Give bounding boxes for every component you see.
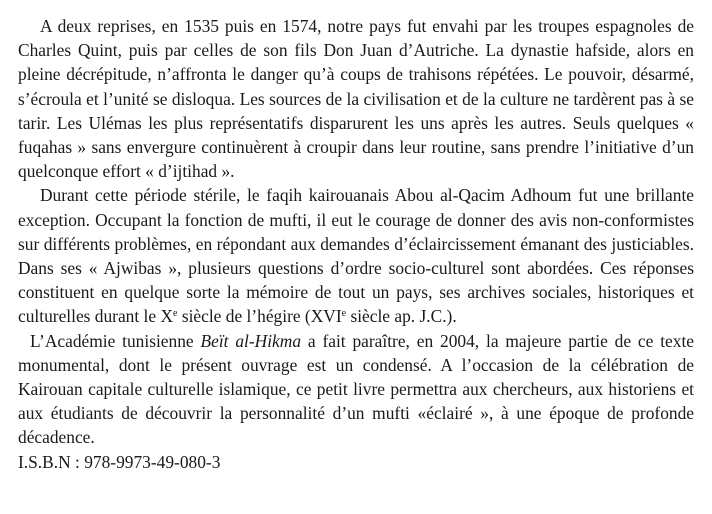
paragraph-mufti: [18, 183, 694, 328]
book-back-cover-text: [18, 14, 694, 474]
century-superscript: e: [173, 308, 178, 320]
isbn-line: I.S.B.N : 978-9973-49-080-3: [18, 451, 221, 472]
paragraph-mufti-text-3: siècle ap. J.C.).: [346, 306, 457, 327]
paragraph-mufti-text-2: siècle de l’hégire (XVI: [177, 306, 342, 327]
paragraph-publication-text-2: a fait paraître, en 2004, la majeure partie de ce texte monumental, dont le présent ouvrage est un condensé. A l’occasion de la célébration de Kairouan capitale culturelle islamique, ce petit livre permettra aux chercheurs, aux historiens et aux étudiants de découvrir la personnalité d’un mufti «éclairé », à une époque de profonde décadence.: [18, 330, 694, 448]
academy-name: Beït al-Hikma: [200, 330, 302, 351]
paragraph-publication: [18, 329, 694, 450]
century-superscript-2: e: [341, 308, 347, 320]
paragraph-mufti-text: Durant cette période stérile, le faqih kairouanais Abou al-Qacim Adhoum fut une brillante exception. Occupant la fonction de mufti, il eut le courage de donner des avis non-conformistes sur différents problèmes, en répondant aux demandes d’éclaircissement émanant des justiciables. Dans ses « Ajwibas », plusieurs questions d’ordre socio-culturel sont abordées. Ces réponses constituent en quelque sorte la mémoire de tout un pays, ses archives sociales, historiques et culturelles durant le X: [18, 185, 694, 327]
paragraph-history: A deux reprises, en 1535 puis en 1574, notre pays fut envahi par les troupes espagnoles de Charles Quint, puis par celles de son fils Don Juan d’Autriche. La dynastie hafside, alors en pleine décrépitude, n’affronta le danger qu’à coups de trahisons répétées. Le pouvoir, désarmé, s’écroula et l’unité se disloqua. Les sources de la civilisation et de la culture ne tardèrent pas à se tarir. Les Ulémas les plus représentatifs disparurent les uns après les autres. Seuls quelques « fuqahas » sans envergure continuèrent à croupir dans leur routine, sans prendre l’initiative d’un quelconque effort « d’ijtihad ».: [18, 16, 694, 182]
paragraph-publication-text: L’Académie tunisienne: [30, 330, 201, 351]
